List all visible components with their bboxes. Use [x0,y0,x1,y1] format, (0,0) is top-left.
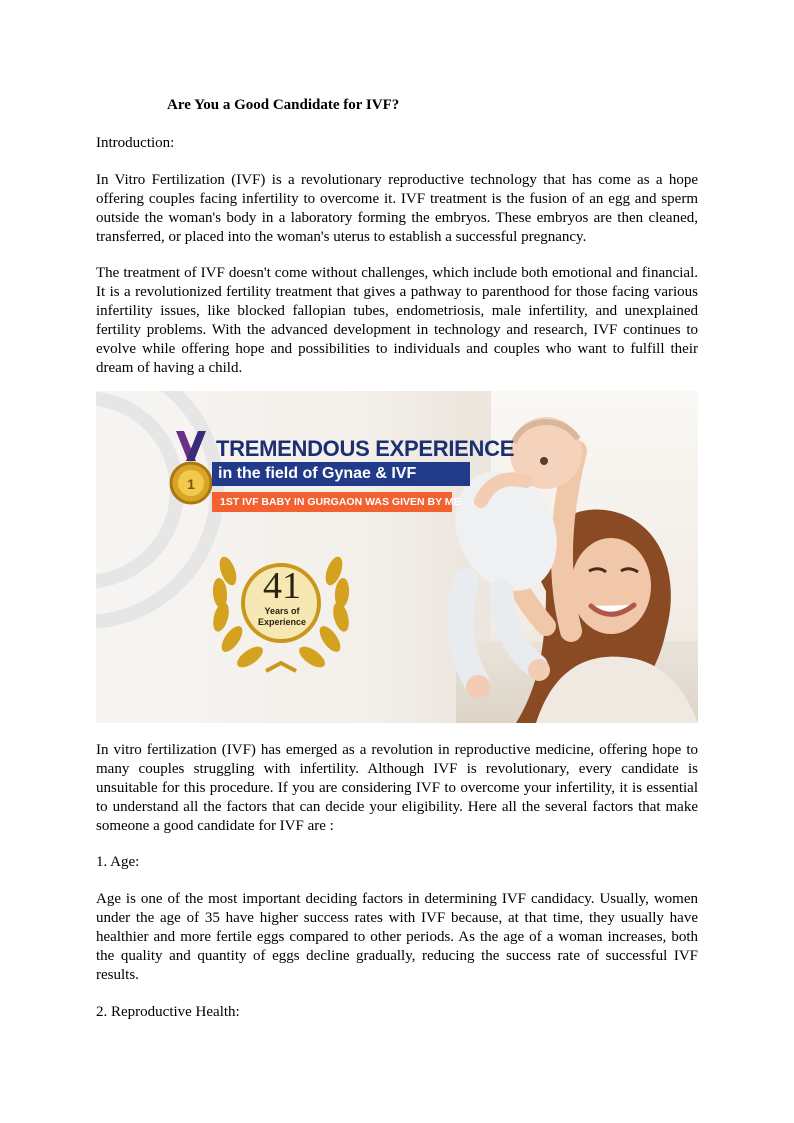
body-paragraph-1: In vitro fertilization (IVF) has emerged as a revolution in reproductive medicine, offering hope to many couples struggling with infertility. Although IVF is revolutionary, every candidate is unsuitable for this procedure. If you are considering IVF to overcome your infertility, it is essential to understand all the factors that can decide your eligibility. Here all the several factors that make someone a good candidate for IVF are : [96,742,698,834]
medal-icon [168,431,214,513]
intro-paragraph-1: In Vitro Fertilization (IVF) is a revolutionary reproductive technology that has come as a hope offering couples facing infertility to overcome it. IVF treatment is the fusion of an egg and sperm outside the woman's body in a laboratory forming the embryos. These embryos are then cleaned, transferred, or placed into the woman's uterus to establish a successful pregnancy. [96,172,698,245]
medal-number: 1 [187,476,195,492]
years-label-line-1: Years of [264,606,300,616]
section-2-heading: 2. Reproductive Health: [96,1004,240,1020]
section-1-paragraph: Age is one of the most important deciding factors in determining IVF candidacy. Usually, women under the age of 35 have higher success rates with IVF because, at that time, they usually have healthier and more fertile eggs compared to other periods. As the age of a woman increases, both the quality and quantity of eggs decline gradually, reducing the success rate of successful IVF results. [96,891,698,983]
years-label-line-2: Experience [257,617,307,627]
section-1-heading: 1. Age: [96,854,140,870]
ivf-experience-banner [96,391,698,723]
intro-heading: Introduction: [96,135,175,151]
document-title: Are You a Good Candidate for IVF? [167,97,400,113]
banner-tagline: 1ST IVF BABY IN GURGAON WAS GIVEN BY ME [212,492,452,512]
intro-paragraph-2: The treatment of IVF doesn't come without challenges, which include both emotional and financial. It is a revolutionized fertility treatment that gives a pathway to parenthood for those facing various infertility issues, like blocked fallopian tubes, endometriosis, male infertility, and unexplained fertility problems. With the advanced development in technology and research, IVF continues to evolve while offering hope and possibilities to individuals and couples who want to fulfill their dream of having a child. [96,265,698,376]
banner-headline: TREMENDOUS EXPERIENCE [216,436,515,461]
years-badge [247,566,317,628]
years-number: 41 [263,565,301,607]
banner-subline: in the field of Gynae & IVF [212,462,470,486]
